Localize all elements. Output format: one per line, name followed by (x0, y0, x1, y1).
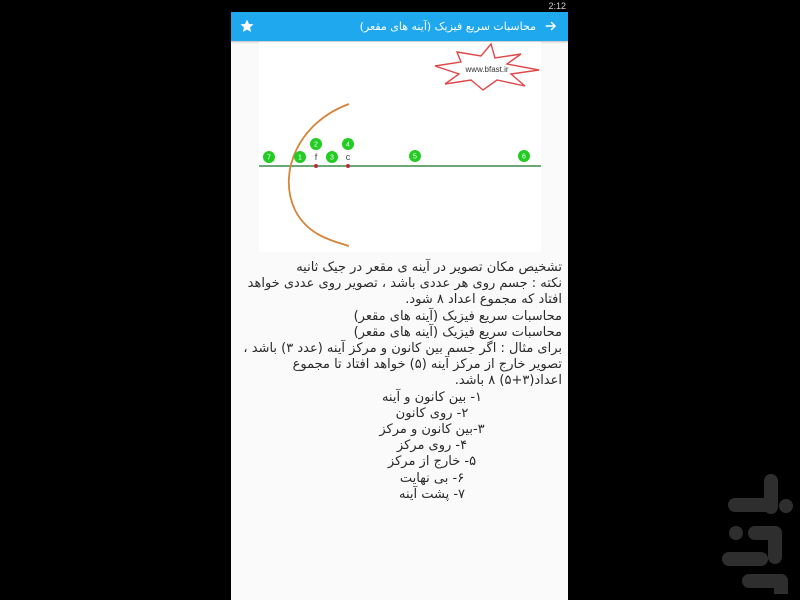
example-paragraph: برای مثال : اگر جسم بین کانون و مرکز آینه (عدد ۳) باشد ، تصویر خارج از مرکز آینه (۵) خواهد افتاد تا مجموع اعداد(۳+۵) ۸ باشد. (243, 341, 562, 389)
subtitle-line: محاسبات سریع فیزیک (آینه های مقعر) (353, 324, 562, 340)
star-icon[interactable] (239, 18, 255, 34)
status-bar (0, 0, 800, 12)
list-item: ۲- روی کانون (395, 405, 469, 421)
toolbar (231, 12, 568, 41)
bazaar-logo-icon (716, 474, 796, 594)
svg-text:6: 6 (522, 153, 526, 161)
subtitle-line: محاسبات سریع فیزیک (آینه های مقعر) (353, 308, 562, 324)
list-item: ۱- بین کانون و آینه (381, 389, 483, 405)
svg-text:2: 2 (314, 141, 318, 149)
svg-text:7: 7 (267, 154, 271, 162)
position-list (332, 390, 532, 503)
svg-text:www.bfast.ir: www.bfast.ir (465, 65, 509, 74)
app-window (231, 12, 568, 600)
svg-text:c: c (345, 152, 351, 162)
article-text (237, 260, 562, 503)
svg-text:f: f (314, 152, 318, 162)
svg-text:4: 4 (346, 141, 350, 149)
status-time: 2:12 (548, 1, 566, 11)
list-item: ۳-بین کانون و مرکز (379, 422, 485, 438)
list-item: ۶- بی نهایت (399, 470, 465, 486)
note-paragraph: نکته : جسم روی هر عددی باشد ، تصویر روی عددی خواهد افتاد که مجموع اعداد ۸ شود. (247, 276, 562, 308)
watermark-burst (435, 44, 539, 90)
svg-text:1: 1 (298, 154, 302, 162)
svg-text:5: 5 (413, 153, 417, 161)
svg-text:3: 3 (330, 154, 334, 162)
headline: تشخیص مکان تصویر در آینه ی مقعر در جیک ثانیه (296, 260, 562, 275)
concave-mirror (289, 104, 349, 246)
arrow-right-icon[interactable] (544, 19, 558, 33)
list-item: ۷- پشت آینه (398, 486, 466, 502)
mirror-diagram (259, 42, 541, 252)
toolbar-title: محاسبات سریع فیزیک (آینه های مقعر) (359, 20, 536, 33)
list-item: ۵- خارج از مرکز (387, 454, 477, 470)
list-item: ۴- روی مرکز (396, 438, 468, 454)
